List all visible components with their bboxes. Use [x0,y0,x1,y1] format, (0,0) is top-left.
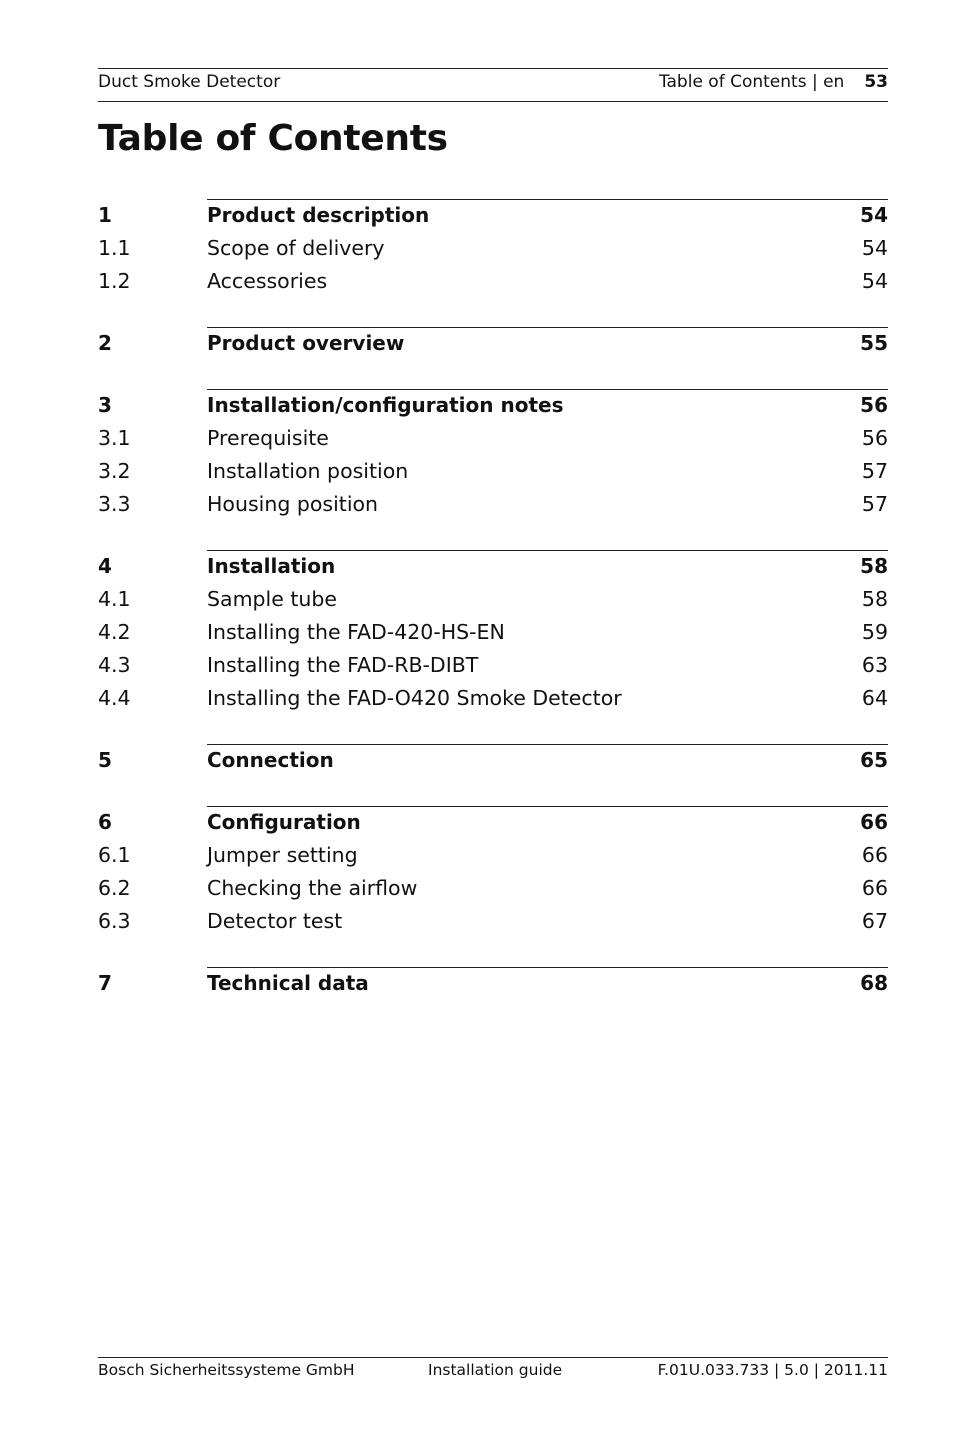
toc-chapter-page: 68 [860,971,888,995]
toc-subsection-number: 4.2 [98,620,131,644]
toc-subsection-number: 3.3 [98,492,131,516]
toc-subsection-row[interactable] [98,839,888,872]
toc-chapter-row[interactable] [98,550,888,583]
header-section: Table of Contents | en [658,72,845,92]
page-title: Table of Contents [98,118,448,159]
toc-chapter-title[interactable]: Product overview [207,331,405,355]
toc-subsection-title[interactable]: Installing the FAD-O420 Smoke Detector [207,686,622,710]
toc-chapter-page: 66 [860,810,888,834]
toc-subsection-number: 3.2 [98,459,131,483]
toc-subsection-title[interactable]: Installing the FAD-RB-DIBT [207,653,479,677]
toc-subsection-page: 54 [861,269,888,293]
toc-chapter-number: 5 [98,748,112,772]
toc-subsection-title[interactable]: Accessories [207,269,328,293]
header-doc-title: Duct Smoke Detector [98,72,281,92]
toc-subsection-page: 63 [861,653,888,677]
toc-subsection-title[interactable]: Housing position [207,492,379,516]
toc-subsection-row[interactable] [98,232,888,265]
toc-subsection-page: 64 [861,686,888,710]
header-right [659,72,888,92]
toc-subsection-title[interactable]: Installing the FAD-420-HS-EN [207,620,505,644]
toc-subsection-title[interactable]: Prerequisite [207,426,329,450]
footer-company: Bosch Sicherheitssysteme GmbH [98,1361,355,1379]
toc-section [98,967,888,1000]
toc-chapter-title[interactable]: Product description [207,203,430,227]
toc-chapter-row[interactable] [98,744,888,777]
toc-section [98,327,888,360]
toc-subsection-page: 66 [861,843,888,867]
page-footer [98,1357,888,1379]
toc-subsection-page: 57 [861,459,888,483]
toc-chapter-row[interactable] [98,199,888,232]
toc-chapter-number: 4 [98,554,112,578]
toc-subsection-number: 6.1 [98,843,131,867]
toc-section [98,199,888,298]
footer-doc-type: Installation guide [428,1361,563,1379]
toc-subsection-row[interactable] [98,616,888,649]
toc-chapter-title[interactable]: Installation/configuration notes [207,393,564,417]
toc-chapter-title[interactable]: Connection [207,748,334,772]
toc-chapter-page: 58 [860,554,888,578]
toc-subsection-title[interactable]: Scope of delivery [207,236,385,260]
toc-subsection-number: 6.3 [98,909,131,933]
toc-section [98,389,888,521]
toc-subsection-row[interactable] [98,455,888,488]
toc-subsection-number: 4.1 [98,587,131,611]
toc-subsection-number: 1.2 [98,269,131,293]
toc-chapter-title[interactable]: Technical data [207,971,369,995]
toc-subsection-row[interactable] [98,682,888,715]
toc-subsection-page: 56 [861,426,888,450]
toc-subsection-row[interactable] [98,583,888,616]
header-page-number: 53 [864,72,888,92]
footer-doc-id: F.01U.033.733 | 5.0 | 2011.11 [657,1361,888,1379]
toc-chapter-number: 3 [98,393,112,417]
toc-subsection-title[interactable]: Checking the airflow [207,876,418,900]
toc-chapter-page: 65 [860,748,888,772]
toc-chapter-page: 56 [860,393,888,417]
toc-section [98,806,888,938]
toc-subsection-page: 67 [861,909,888,933]
toc-subsection-number: 4.3 [98,653,131,677]
toc-subsection-page: 57 [861,492,888,516]
toc-chapter-title[interactable]: Configuration [207,810,361,834]
toc-chapter-title[interactable]: Installation [207,554,336,578]
toc-subsection-title[interactable]: Sample tube [207,587,338,611]
toc-chapter-row[interactable] [98,327,888,360]
toc-section [98,744,888,777]
toc-subsection-row[interactable] [98,265,888,298]
toc-subsection-row[interactable] [98,649,888,682]
toc-chapter-number: 7 [98,971,112,995]
page-header [98,68,888,102]
toc-subsection-page: 59 [861,620,888,644]
toc-chapter-number: 6 [98,810,112,834]
toc-subsection-number: 6.2 [98,876,131,900]
toc-chapter-row[interactable] [98,806,888,839]
toc-chapter-page: 54 [860,203,888,227]
table-of-contents [98,196,888,1029]
toc-subsection-page: 58 [861,587,888,611]
toc-chapter-row[interactable] [98,967,888,1000]
toc-chapter-number: 1 [98,203,112,227]
toc-subsection-title[interactable]: Jumper setting [207,843,358,867]
toc-subsection-row[interactable] [98,872,888,905]
toc-subsection-row[interactable] [98,905,888,938]
toc-chapter-number: 2 [98,331,112,355]
toc-subsection-number: 4.4 [98,686,131,710]
toc-subsection-title[interactable]: Installation position [207,459,409,483]
toc-section [98,550,888,715]
toc-subsection-page: 66 [861,876,888,900]
toc-subsection-row[interactable] [98,488,888,521]
toc-subsection-title[interactable]: Detector test [207,909,343,933]
toc-chapter-page: 55 [860,331,888,355]
toc-subsection-number: 1.1 [98,236,131,260]
toc-subsection-page: 54 [861,236,888,260]
toc-subsection-number: 3.1 [98,426,131,450]
toc-chapter-row[interactable] [98,389,888,422]
toc-subsection-row[interactable] [98,422,888,455]
